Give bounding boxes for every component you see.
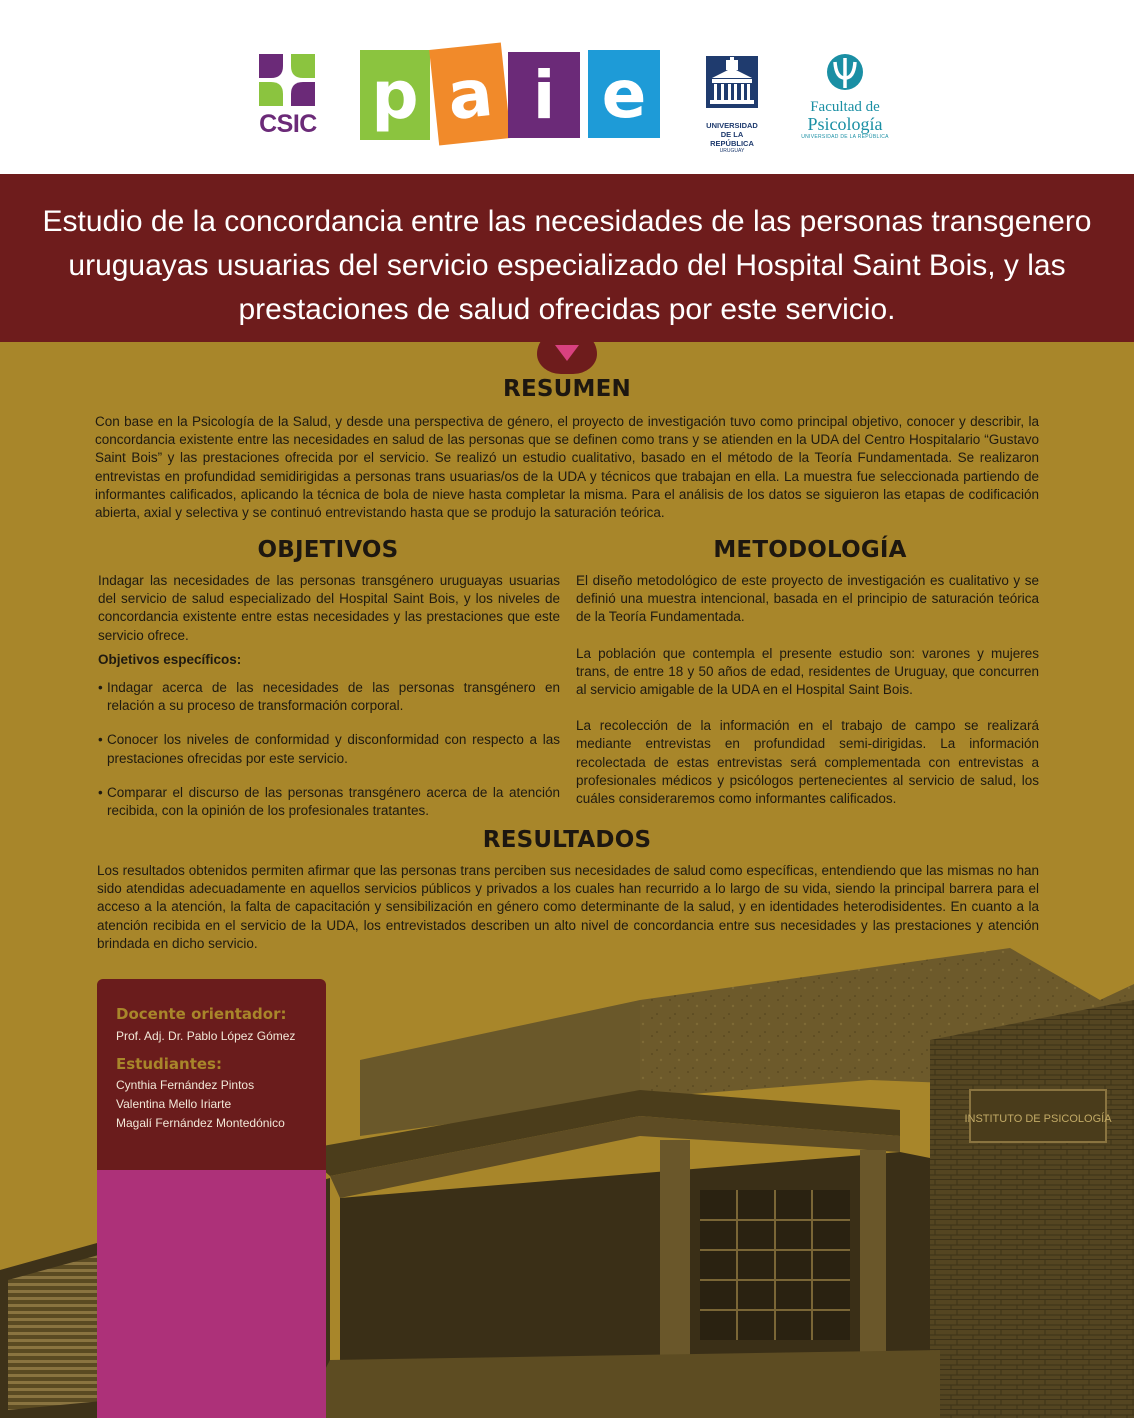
paie-tile-p: p <box>360 50 430 140</box>
paie-tile-a: a <box>429 42 511 145</box>
docente-heading: Docente orientador: <box>116 1005 287 1023</box>
fpsico-line2: Psicología <box>807 114 883 134</box>
objetivos-especificos-heading: Objetivos específicos: <box>98 652 242 667</box>
udelar-name: UNIVERSIDAD DE LA REPÚBLICA <box>706 121 758 148</box>
logo-header <box>0 0 1134 174</box>
resumen-text: Con base en la Psicología de la Salud, y desde una perspectiva de género, el proyecto de investigación tuvo como principal objetivo, conocer y describir, la concordancia existente entre las necesidades en salud de las personas que se definen como trans y se atienden en la UDA del Centro Hospitalario “Gustavo Saint Bois” y las prestaciones ofrecida por el servicio. Se realizó un estudio cualitativo, basado en el método de la Teoría Fundamentada. Se realizaron entrevistas en profundidad semidirigidas a personas trans usuarias/os de la UDA y técnicos que trabajan en ella. La muestra fue seleccionada partiendo de informantes calificados, aplicando la técnica de bola de nieve hasta completar la misma. Para el análisis de los datos se siguieron las etapas de codificación abierta, axial y selectiva y se continuó entrevistando hasta que se produjo la saturación teórica. <box>95 414 1039 521</box>
estudiante-name: Cynthia Fernández Pintos <box>116 1078 255 1092</box>
credits-pink-overlay <box>97 1170 326 1418</box>
resultados-heading: RESULTADOS <box>482 827 652 853</box>
university-building-icon <box>702 52 762 112</box>
fpsico-line1: Facultad de <box>810 99 880 115</box>
csic-logo <box>257 52 317 142</box>
paie-tile-e: e <box>588 50 660 138</box>
building-sign: INSTITUTO DE PSICOLOGÍA <box>964 1113 1112 1125</box>
csic-emblem-icon <box>257 52 317 108</box>
facultad-psicologia-logo <box>795 52 895 144</box>
metodologia-paragraph: El diseño metodológico de este proyecto de investigación es cualitativo y se definió una muestra intencional, basada en el principio de saturación teórica de la Teoría Fundamentada. <box>576 573 1039 625</box>
paie-logo <box>358 44 662 148</box>
estudiante-name: Magalí Fernández Montedónico <box>116 1116 285 1130</box>
objetivos-especificos-list <box>98 679 560 836</box>
objetivos-general: Indagar las necesidades de las personas transgénero uruguayas usuarias del servicio de salud especializado del Hospital Saint Bois, y los niveles de concordancia existente entre estas necesidades y las prestaciones que este servicio ofrece. <box>98 573 560 643</box>
metodologia-paragraph: La población que contempla el presente estudio son: varones y mujeres trans, de entre 18 y 50 años de edad, residentes de Uruguay, que concurren al servicio amigable de la UDA en el Hospital Saint Bois. <box>576 645 1039 698</box>
fpsico-sub: UNIVERSIDAD DE LA REPÚBLICA <box>801 134 889 140</box>
metodologia-heading: METODOLOGÍA <box>713 537 907 563</box>
list-item: • Conocer los niveles de conformidad y disconformidad con respecto a las prestaciones ofrecidas por este servicio. <box>98 731 560 767</box>
resultados-text: Los resultados obtenidos permiten afirmar que las personas trans perciben sus necesidades de salud como específicas, entendiendo que las mismas no han sido atendidas adecuadamente en aquellos servicios públicos y privados a los cuales han recurrido a lo largo de su vida, siendo la principal barrera para el acceso a la atención, la falta de capacitación y sensibilización en género como determinante de la salud, y en identidades heterodisidentes. En cuanto a la atención recibida en el servicio de la UDA, los entrevistados describen un alto nivel de concordancia entre sus necesidades y las prestaciones y atención brindada en dicho servicio. <box>97 863 1039 951</box>
poster-title: Estudio de la concordancia entre las necesidades de las personas transgenero uruguayas usuarias del servicio especializado del Hospital Saint Bois, y las prestaciones de salud ofrecidas por este servicio. <box>42 205 1092 326</box>
estudiantes-heading: Estudiantes: <box>116 1055 222 1073</box>
udelar-country: URUGUAY <box>719 148 745 154</box>
metodologia-paragraph: La recolección de la información en el trabajo de campo se realizará mediante entrevistas en profundidad semi-dirigidas. La información recolectada de estas entrevistas será complementada con entrevistas a profesionales médicos y psicólogos pertenecientes al servicio de salud, los cuáles consideraremos como informantes calificados. <box>576 718 1039 807</box>
list-item: • Indagar acerca de las necesidades de las personas transgénero en relación a su proceso de transformación corporal. <box>98 679 560 715</box>
docente-name: Prof. Adj. Dr. Pablo López Gómez <box>116 1029 296 1043</box>
resumen-heading: RESUMEN <box>503 376 631 402</box>
paie-tile-i: i <box>508 52 580 138</box>
down-triangle-icon <box>555 345 579 361</box>
csic-label: CSIC <box>259 110 317 138</box>
metodologia-text <box>576 572 1039 826</box>
estudiante-name: Valentina Mello Iriarte <box>116 1097 232 1111</box>
udelar-logo <box>700 52 764 154</box>
objetivos-heading: OBJETIVOS <box>257 537 399 563</box>
psi-emblem-icon <box>822 52 868 92</box>
list-item: • Comparar el discurso de las personas transgénero acerca de la atención recibida, con la opinión de los profesionales tratantes. <box>98 784 560 820</box>
